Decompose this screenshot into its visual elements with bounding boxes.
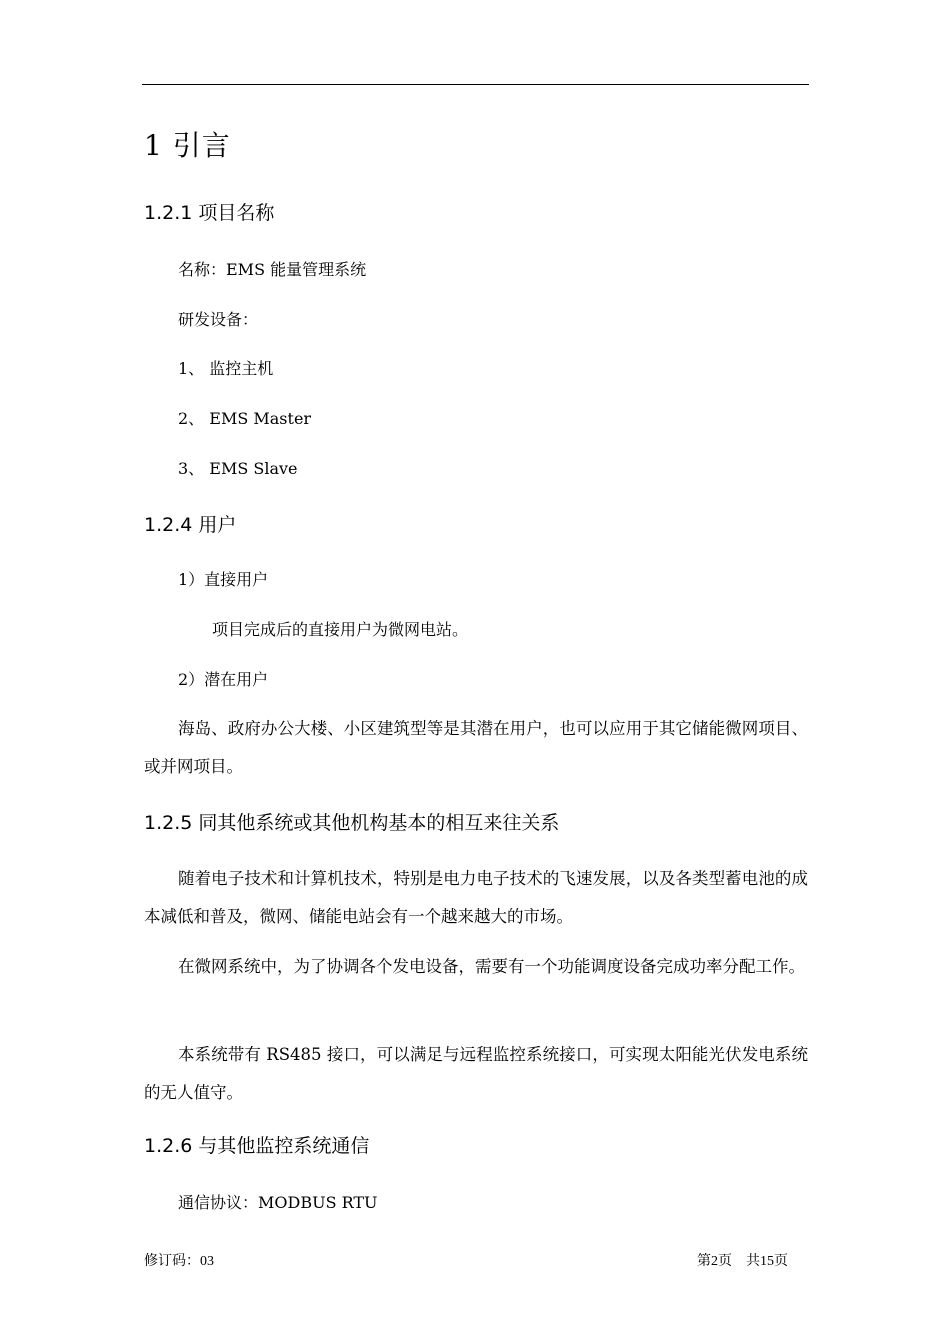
footer-page-number: 第2页 共15页 bbox=[697, 1254, 788, 1269]
potential-user-text: 海岛、政府办公大楼、小区建筑型等是其潜在用户，也可以应用于其它储能微网项目、或并网项目。 bbox=[144, 719, 808, 776]
device-item: 1、 监控主机 bbox=[178, 359, 274, 378]
direct-user-text: 项目完成后的直接用户为微网电站。 bbox=[212, 620, 469, 639]
section-title-relations: 1.2.5 同其他系统或其他机构基本的相互来往关系 bbox=[144, 812, 560, 834]
device-item: 2、 EMS Master bbox=[178, 409, 312, 428]
section-title-communication: 1.2.6 与其他监控系统通信 bbox=[144, 1135, 370, 1157]
relations-paragraph: 在微网系统中，为了协调各个发电设备，需要有一个功能调度设备完成功率分配工作。 bbox=[178, 957, 805, 976]
device-item: 3、 EMS Slave bbox=[178, 459, 298, 478]
footer-revision: 修订码：03 bbox=[144, 1254, 214, 1269]
devices-label: 研发设备： bbox=[178, 310, 259, 329]
direct-user-label: 1）直接用户 bbox=[178, 570, 269, 589]
protocol-line: 通信协议：MODBUS RTU bbox=[178, 1193, 378, 1212]
header-rule bbox=[142, 84, 809, 85]
relations-paragraph: 随着电子技术和计算机技术，特别是电力电子技术的飞速发展，以及各类型蓄电池的成本减低和普及，微网、储能电站会有一个越来越大的市场。 bbox=[144, 869, 808, 926]
relations-paragraph: 本系统带有 RS485 接口，可以满足与远程监控系统接口，可实现太阳能光伏发电系统的无人值守。 bbox=[144, 1045, 808, 1102]
project-name-line: 名称：EMS 能量管理系统 bbox=[178, 260, 367, 279]
section-title-project-name: 1.2.1 项目名称 bbox=[144, 202, 275, 224]
section-title-users: 1.2.4 用户 bbox=[144, 514, 237, 536]
potential-user-label: 2）潜在用户 bbox=[178, 670, 269, 689]
chapter-heading: 1 引言 bbox=[144, 129, 231, 162]
